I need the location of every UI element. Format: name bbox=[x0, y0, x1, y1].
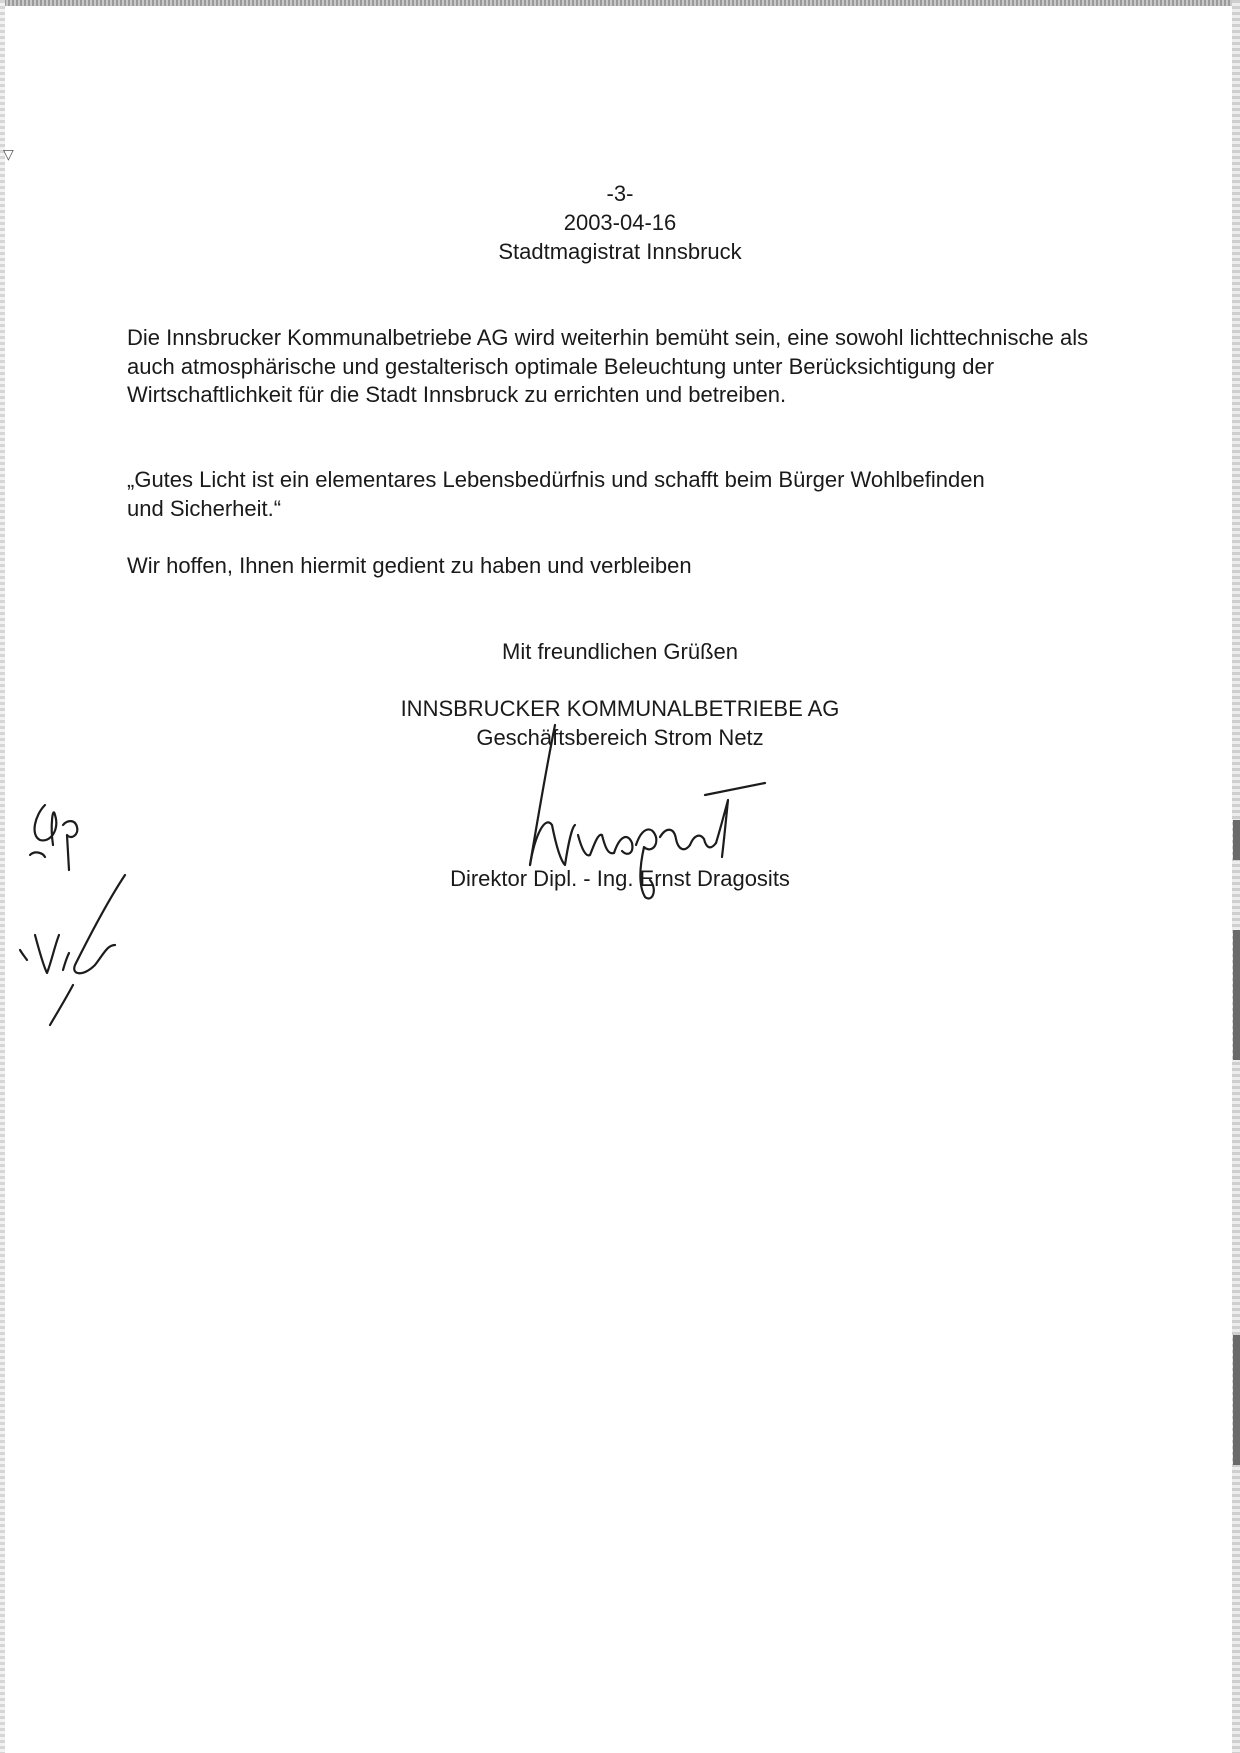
scan-edge-shadow bbox=[1233, 930, 1240, 1060]
quote-paragraph bbox=[127, 466, 1007, 523]
company-name: INNSBRUCKER KOMMUNALBETRIEBE AG bbox=[400, 696, 840, 721]
division-name: Geschäftsbereich Strom Netz bbox=[476, 725, 764, 750]
page-number: -3- bbox=[606, 181, 634, 206]
recipient: Stadtmagistrat Innsbruck bbox=[498, 239, 742, 264]
scan-edge-shadow bbox=[1233, 820, 1240, 860]
letter-date: 2003-04-16 bbox=[563, 210, 677, 235]
body-paragraph bbox=[127, 324, 1107, 410]
closing-text: Wir hoffen, Ihnen hiermit gedient zu haben und verbleiben bbox=[127, 553, 692, 578]
scan-edge-top bbox=[0, 0, 1240, 6]
scan-mark-icon: ▽ bbox=[3, 146, 14, 162]
quote-text: „Gutes Licht ist ein elementares Lebensbedürfnis und schafft beim Bürger Wohlbefinden und Sicherheit.“ bbox=[127, 467, 985, 521]
handwritten-initials-icon bbox=[5, 795, 155, 1015]
signer-name: Direktor Dipl. - Ing. Ernst Dragosits bbox=[450, 866, 790, 891]
closing-paragraph bbox=[127, 552, 1107, 581]
handwritten-signature-icon bbox=[510, 715, 770, 915]
paragraph-text: Die Innsbrucker Kommunalbetriebe AG wird weiterhin bemüht sein, eine sowohl lichttechnische als auch atmosphärische und gestalterisch optimale Beleuchtung unter Berücksichtigung der Wirtschaftlichkeit für die Stadt Innsbruck zu errichten und betreiben. bbox=[127, 325, 1089, 407]
scan-edge-shadow bbox=[1233, 1335, 1240, 1465]
greeting: Mit freundlichen Grüßen bbox=[502, 639, 738, 664]
